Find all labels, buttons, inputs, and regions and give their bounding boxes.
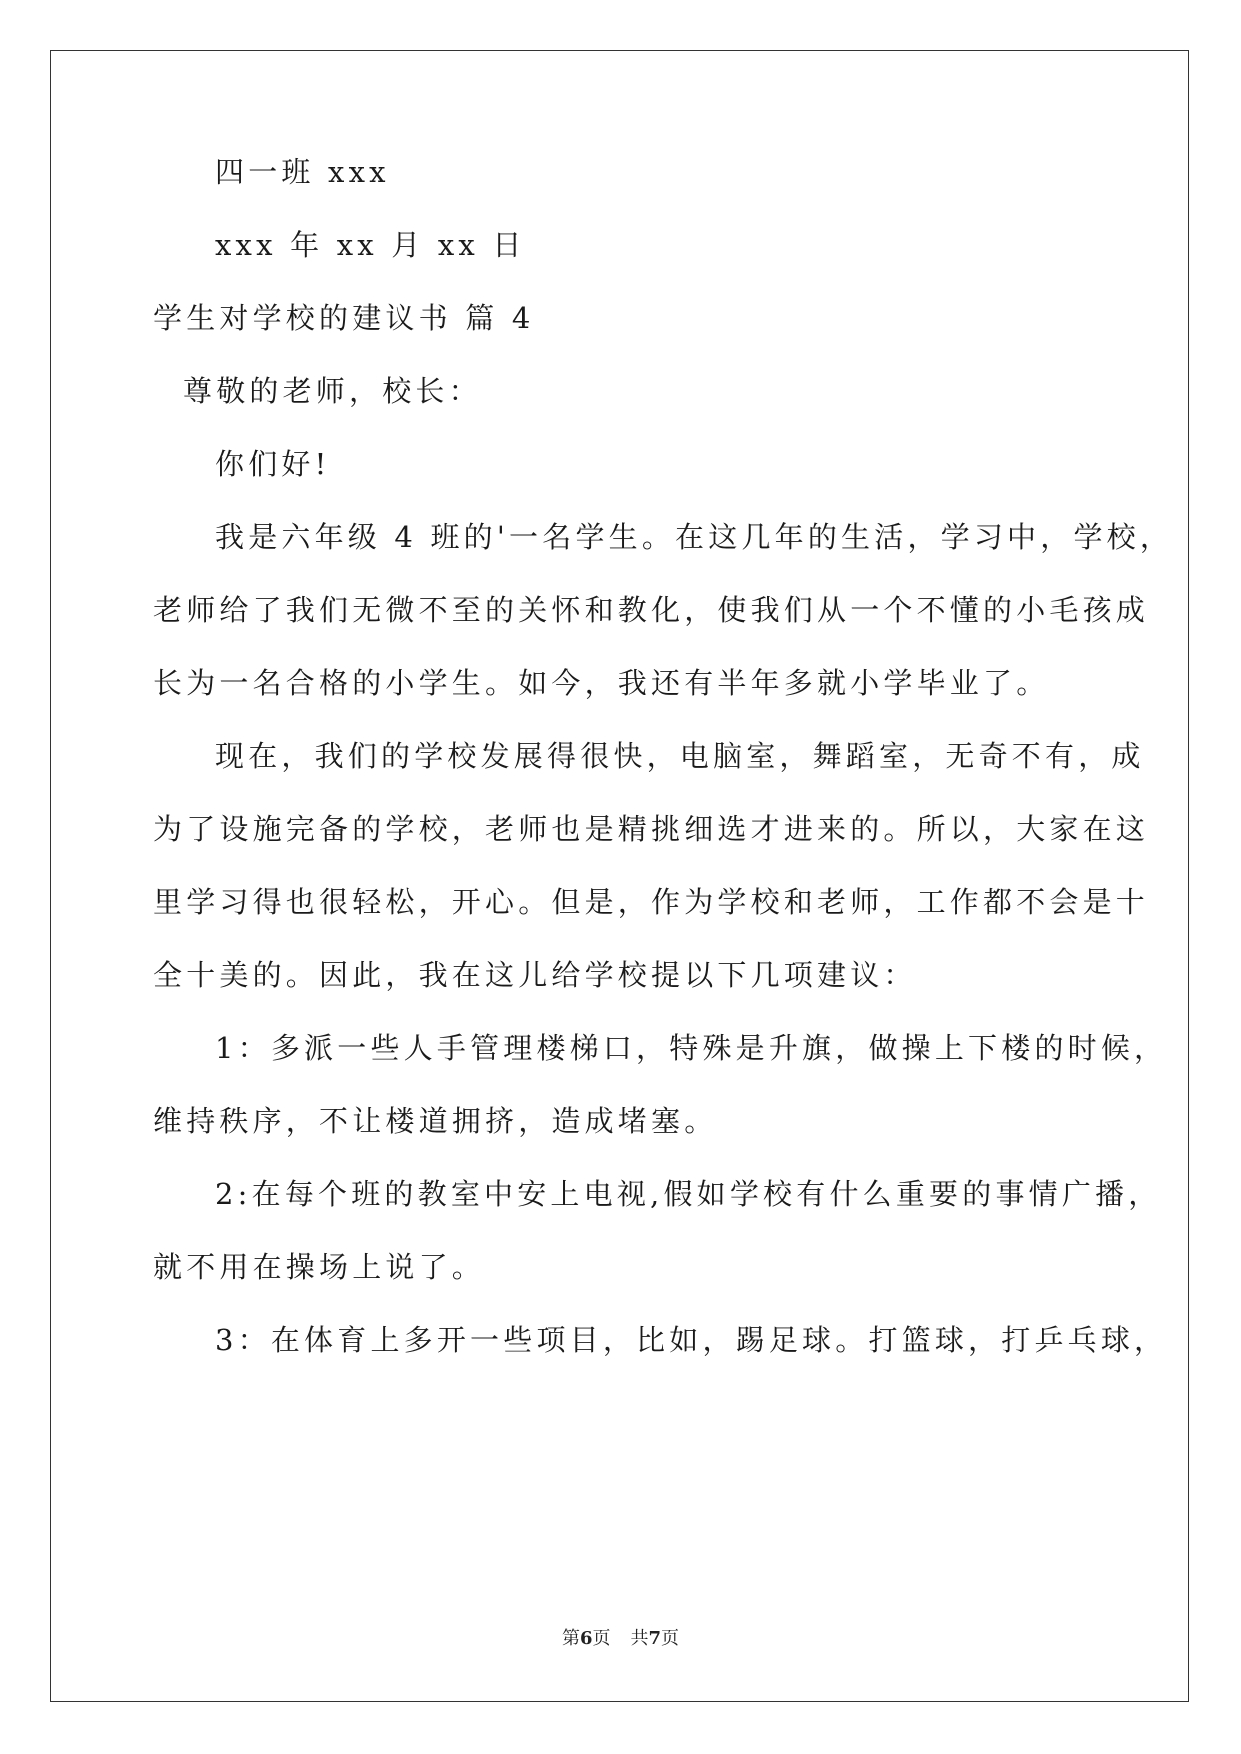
footer-page-total: 7 [648, 1628, 662, 1649]
footer-page-suffix: 页 [592, 1628, 611, 1649]
signature-date: xxx 年 xx 月 xx 日 [215, 228, 526, 262]
suggestion-2-line: 就不用在操场上说了。 [153, 1250, 486, 1284]
paragraph-line: 长为一名合格的小学生。如今，我还有半年多就小学毕业了。 [153, 666, 1050, 700]
section-heading: 学生对学校的建议书 篇 4 [153, 301, 535, 335]
paragraph-line: 我是六年级 4 班的'一名学生。在这几年的生活，学习中，学校， [215, 520, 1174, 554]
footer-total-prefix: 共 [630, 1628, 649, 1649]
suggestion-2-line: 2:在每个班的教室中安上电视,假如学校有什么重要的事情广播， [215, 1177, 1162, 1211]
signature-class: 四一班 xxx [215, 155, 390, 189]
paragraph-line: 现在，我们的学校发展得很快，电脑室，舞蹈室，无奇不有，成 [215, 739, 1145, 773]
salutation: 尊敬的老师，校长： [183, 374, 482, 408]
footer-total-suffix: 页 [661, 1628, 680, 1649]
suggestion-1-line: 维持秩序，不让楼道拥挤，造成堵塞。 [153, 1104, 718, 1138]
paragraph-line: 全十美的。因此，我在这儿给学校提以下几项建议： [153, 958, 917, 992]
page-footer [0, 1627, 1241, 1651]
greeting: 你们好! [215, 447, 331, 481]
suggestion-1-line: 1：多派一些人手管理楼梯口，特殊是升旗，做操上下楼的时候， [215, 1031, 1168, 1065]
paragraph-line: 里学习得也很轻松，开心。但是，作为学校和老师，工作都不会是十 [153, 885, 1150, 919]
paragraph-line: 为了设施完备的学校，老师也是精挑细选才进来的。所以，大家在这 [153, 812, 1150, 846]
footer-page-current: 6 [579, 1628, 593, 1649]
suggestion-3-line: 3：在体育上多开一些项目，比如，踢足球。打篮球，打乒乓球， [215, 1323, 1168, 1357]
paragraph-line: 老师给了我们无微不至的关怀和教化，使我们从一个不懂的小毛孩成 [153, 593, 1150, 627]
footer-page-prefix: 第 [561, 1628, 580, 1649]
